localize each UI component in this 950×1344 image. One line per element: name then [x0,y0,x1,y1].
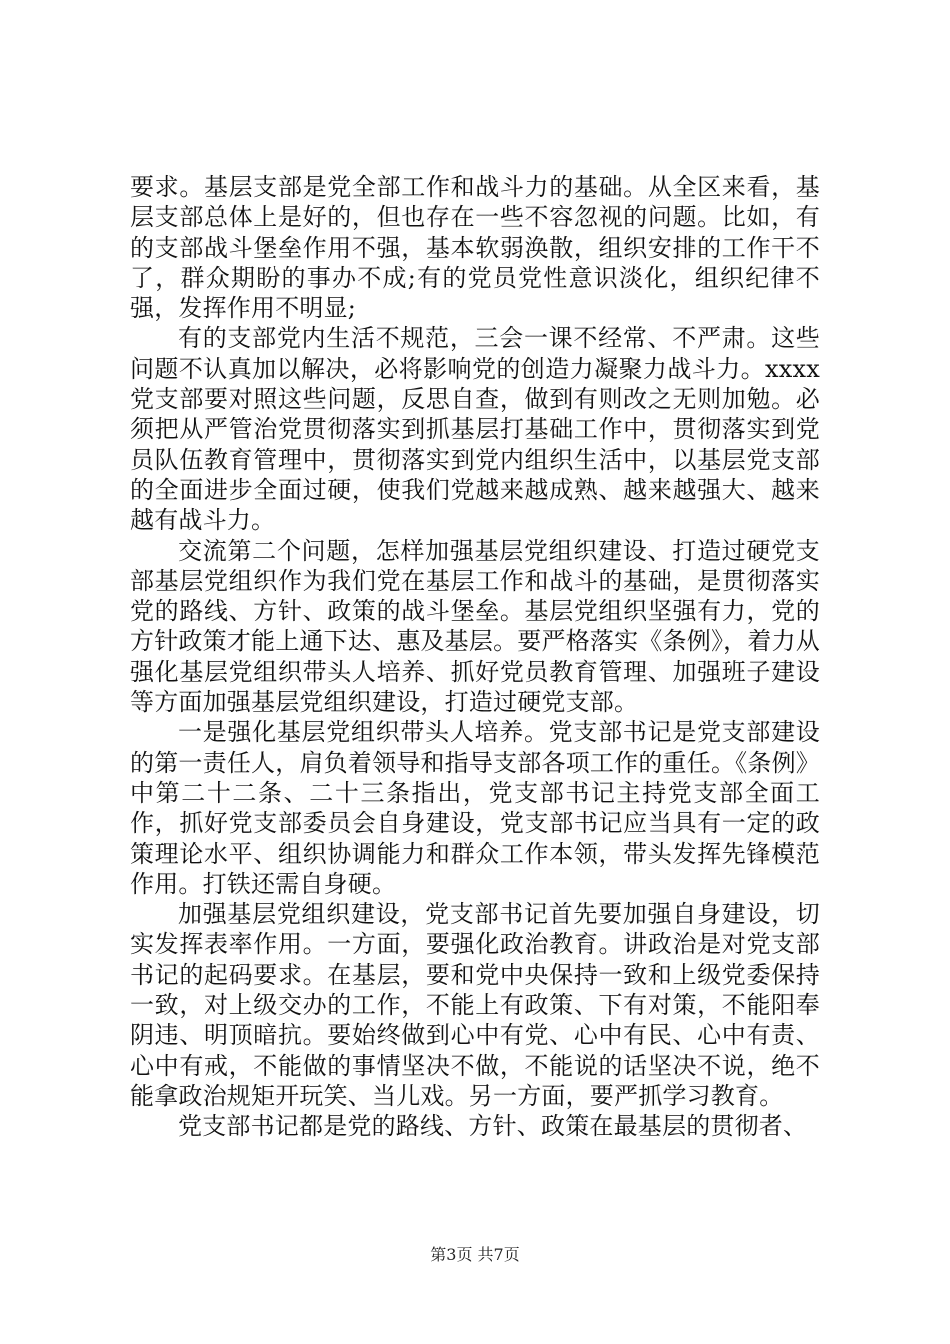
paragraph: 党支部书记都是党的路线、方针、政策在最基层的贯彻者、 [178,1112,808,1141]
page-number-footer: 第3页 共7页 [430,1245,520,1264]
paragraph-continued: 要求。基层支部是党全部工作和战斗力的基础。从全区来看，基层支部总体上是好的，但也存在一些不容忽视的问题。比如，有的支部战斗堡垒作用不强，基本软弱涣散，组织安排的工作干不了，群众期盼的事办不成;有的党员党性意识淡化，组织纪律不强，发挥作用不明显; [130,173,820,323]
paragraph: 有的支部党内生活不规范，三会一课不经常、不严肃。这些问题不认真加以解决，必将影响党的创造力凝聚力战斗力。xxxx党支部要对照这些问题，反思自查，做到有则改之无则加勉。必须把从严管治党贯彻落实到抓基层打基础工作中，贯彻落实到党员队伍教育管理中，贯彻落实到党内组织生活中，以基层党支部的全面进步全面过硬，使我们党越来越成熟、越来越强大、越来越有战斗力。 [130,324,820,535]
paragraph: 交流第二个问题，怎样加强基层党组织建设、打造过硬党支部基层党组织作为我们党在基层工作和战斗的基础，是贯彻落实党的路线、方针、政策的战斗堡垒。基层党组织坚强有力，党的方针政策才能上通下达、惠及基层。要严格落实《条例》，着力从强化基层党组织带头人培养、抓好党员教育管理、加强班子建设等方面加强基层党组织建设，打造过硬党支部。 [130,536,820,717]
document-body [130,172,820,1142]
paragraph: 加强基层党组织建设，党支部书记首先要加强自身建设，切实发挥表率作用。一方面，要强化政治教育。讲政治是对党支部书记的起码要求。在基层，要和党中央保持一致和上级党委保持一致，对上级交办的工作，不能上有政策、下有对策，不能阳奉阴违、明顶暗抗。要始终做到心中有党、心中有民、心中有责、心中有戒，不能做的事情坚决不做，不能说的话坚决不说，绝不能拿政治规矩开玩笑、当儿戏。另一方面，要严抓学习教育。 [130,900,820,1110]
paragraph: 一是强化基层党组织带头人培养。党支部书记是党支部建设的第一责任人，肩负着领导和指导支部各项工作的重任。《条例》中第二十二条、二十三条指出，党支部书记主持党支部全面工作，抓好党支部委员会自身建设，党支部书记应当具有一定的政策理论水平、组织协调能力和群众工作本领，带头发挥先锋模范作用。打铁还需自身硬。 [130,718,820,898]
